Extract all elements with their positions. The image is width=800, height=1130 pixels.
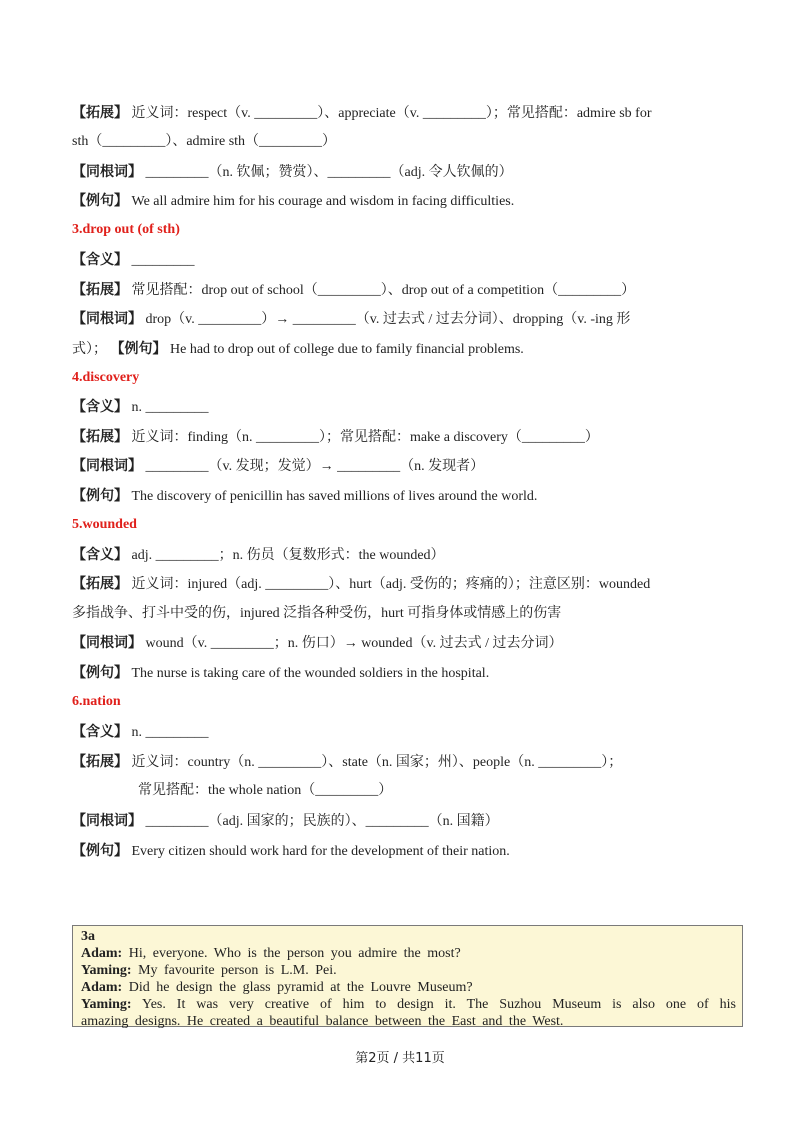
line-text: 近义词：finding（n. _________）；常见搭配：make a discovery（_________） (131, 430, 599, 445)
speaker-name: Yaming: (81, 997, 132, 1012)
line-text: Every citizen should work hard for the development of their nation. (131, 844, 510, 859)
root-words-line (72, 162, 732, 183)
speech-text: Did he design the glass pyramid at the Louvre Museum? (128, 980, 473, 995)
line-text: _________（n. 钦佩；赞赏）、_________（adj. 令人钦佩的） (145, 165, 513, 180)
meaning-line (72, 250, 732, 271)
expansion-line (72, 752, 732, 773)
speech-text: Yes. It was very creative of him to design it. The Suzhou Museum is also one of his (141, 997, 736, 1012)
root-words-line (72, 309, 732, 330)
section-tag: 【同根词】 (72, 635, 142, 651)
expansion-line (72, 103, 732, 124)
speaker-name: Yaming: (81, 963, 132, 978)
line-text: 多指战争、打斗中受的伤，injured 泛指各种受伤，hurt 可指身体或情感上的伤害 (72, 606, 562, 621)
section-tag: 【例句】 (72, 193, 128, 209)
dialogue-line (81, 962, 736, 979)
section-tag: 【同根词】 (72, 813, 142, 829)
speech-text: Hi, everyone. Who is the person you admire the most? (128, 946, 461, 961)
line-text: _________ (131, 253, 195, 268)
continuation-line (72, 132, 732, 152)
section-tag: 【拓展】 (72, 105, 128, 121)
section-tag: 【同根词】 (72, 311, 142, 327)
section-tag: 【含义】 (72, 399, 128, 415)
speaker-name: Adam: (81, 946, 123, 961)
section-tag: 【拓展】 (72, 282, 128, 298)
meaning-line (72, 545, 732, 566)
dialogue-line (81, 1013, 736, 1030)
line-text: We all admire him for his courage and wisdom in facing difficulties. (131, 194, 515, 209)
meaning-line (72, 722, 732, 743)
line-text: 常见搭配：drop out of school（_________）、drop out of a competition（_________） (131, 283, 636, 298)
line-text: 近义词：respect（v. _________）、appreciate（v. _________）；常见搭配：admire sb for (131, 106, 652, 121)
line-text: 近义词：injured（adj. _________）、hurt（adj. 受伤的；疼痛的）；注意区别：wounded (131, 577, 651, 592)
section-tag: 【含义】 (72, 547, 128, 563)
line-text: _________（adj. 国家的；民族的）、_________（n. 国籍） (145, 814, 499, 829)
root-words-line (72, 456, 732, 477)
continuation-line (72, 604, 732, 624)
section-tag: 【例句】 (72, 665, 128, 681)
speech-text: My favourite person is L.M. Pei. (138, 963, 337, 978)
line-text: adj. _________；n. 伤员（复数形式：the wounded） (131, 548, 445, 563)
dialogue-box (72, 925, 743, 1027)
entry-heading: 6.nation (72, 694, 121, 709)
dialogue-line (81, 996, 736, 1013)
line-text: wound（v. _________；n. 伤口）→ wounded（v. 过去式 / 过去分词） (145, 636, 563, 651)
line-text: drop（v. _________）→ _________（v. 过去式 / 过去分词）、dropping（v. -ing 形 (145, 312, 631, 327)
example-line (72, 663, 732, 684)
section-tag: 【含义】 (72, 724, 128, 740)
line-text: sth（_________）、admire sth（_________） (72, 134, 337, 149)
expansion-line (72, 280, 732, 301)
line-text: 近义词：country（n. _________）、state（n. 国家；州）、people（n. _________）； (131, 755, 623, 770)
expansion-line (72, 427, 732, 448)
line-text: 式）； (72, 342, 107, 357)
line-text: n. _________ (131, 725, 209, 740)
section-tag: 【例句】 (72, 843, 128, 859)
root-words-line (72, 811, 732, 832)
page-number: 第2页 / 共11页 (355, 1051, 445, 1066)
entry-heading: 5.wounded (72, 517, 137, 532)
continuation-line (72, 339, 732, 360)
line-text: 常见搭配：the whole nation（_________） (138, 783, 393, 798)
dialogue-line (81, 945, 736, 962)
section-tag: 【拓展】 (72, 576, 128, 592)
section-tag: 【拓展】 (72, 429, 128, 445)
speech-text: amazing designs. He created a beautiful balance between the East and the West. (81, 1014, 564, 1029)
line-text: The discovery of penicillin has saved millions of lives around the world. (131, 489, 538, 504)
section-tag: 【含义】 (72, 252, 128, 268)
example-line (72, 486, 732, 507)
example-line (72, 191, 732, 212)
line-text: _________（v. 发现；发觉）→ _________（n. 发现者） (145, 459, 485, 474)
continuation-line (138, 781, 798, 801)
meaning-line (72, 397, 732, 418)
line-text: n. _________ (131, 400, 209, 415)
entry-heading: 3.drop out (of sth) (72, 222, 180, 237)
entry-heading: 4.discovery (72, 370, 140, 385)
speaker-name: Adam: (81, 980, 123, 995)
example-line (72, 841, 732, 862)
section-tag: 【例句】 (110, 341, 167, 357)
section-tag: 【例句】 (72, 488, 128, 504)
line-text: He had to drop out of college due to family financial problems. (170, 342, 524, 357)
section-tag: 【同根词】 (72, 458, 142, 474)
dialogue-title: 3a (81, 929, 95, 944)
root-words-line (72, 633, 732, 654)
expansion-line (72, 574, 732, 595)
line-text: The nurse is taking care of the wounded soldiers in the hospital. (131, 666, 490, 681)
section-tag: 【拓展】 (72, 754, 128, 770)
dialogue-line (81, 979, 736, 996)
section-tag: 【同根词】 (72, 164, 142, 180)
